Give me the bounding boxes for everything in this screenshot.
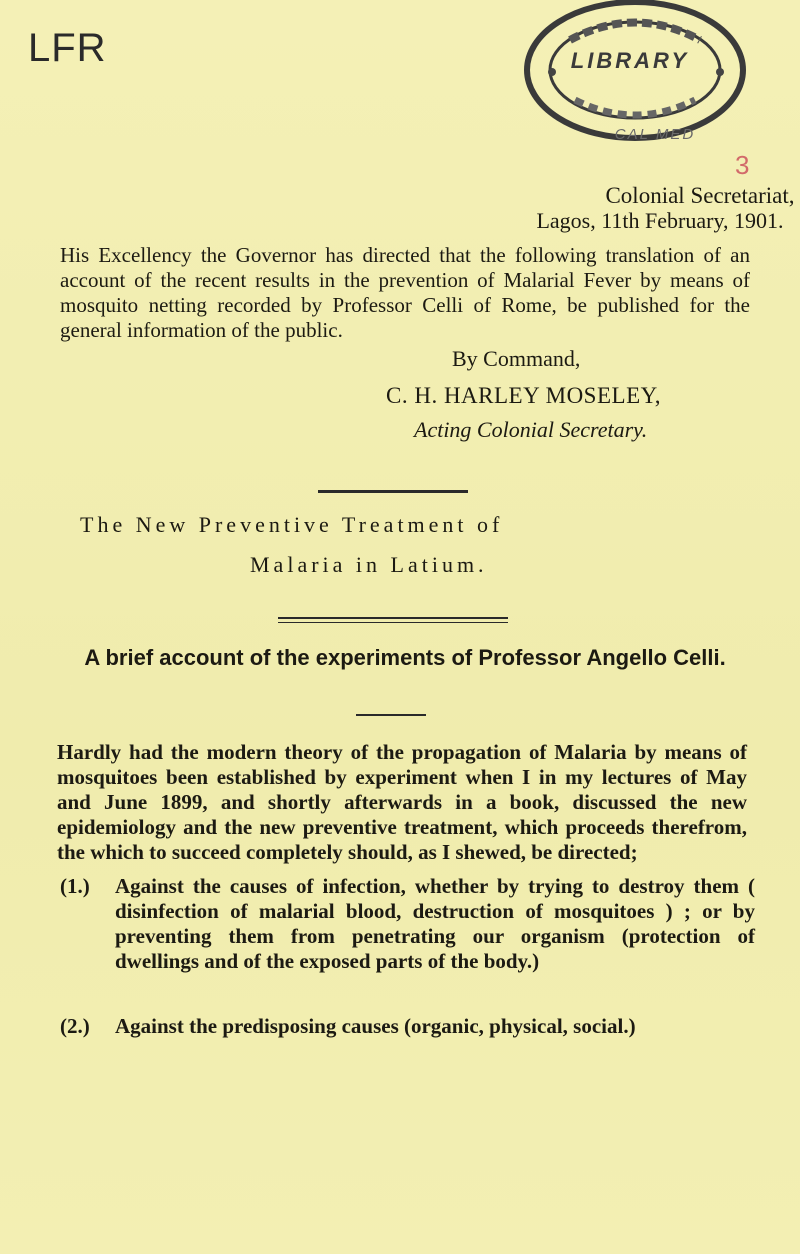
title-rule (278, 617, 508, 619)
office-heading: Colonial Secretariat, (605, 183, 795, 208)
by-command-line: By Command, (452, 346, 581, 371)
folio-number: 3 (735, 150, 750, 180)
title-rule-thin (278, 622, 508, 623)
governor-notice: His Excellency the Governor has directed that the following translation of an account of the recent results in the prevention of Malarial Fever by means of mosquito netting recorded by Professor Celli of Rome, be published for the general information of the public. (60, 243, 750, 342)
list-item-text: Against the causes of infection, whether by trying to destroy them ( disinfection of malarial blood, destruction of mosquitoes ) ; or by preventing them from penetrating our organism (protection of dwellings and of the exposed parts of the body.) (115, 874, 755, 973)
signer-name: C. H. HARLEY MOSELEY, (386, 383, 662, 408)
signer-title: Acting Colonial Secretary. (414, 417, 648, 442)
subtitle-rule (356, 714, 426, 716)
margin-note: LFR (28, 26, 107, 70)
stamp-top-text: LIBRARY (570, 48, 690, 73)
list-item-text: Against the predisposing causes (organic, physical, social.) (115, 1014, 636, 1038)
stamp-bottom-text: CAL MED (614, 126, 696, 143)
list-item-number: (1.) (60, 874, 90, 898)
list-item-number: (2.) (60, 1014, 90, 1038)
title-line-2: Malaria in Latium. (250, 552, 488, 577)
divider-rule (318, 490, 468, 493)
article-subtitle: A brief account of the experiments of Professor Angello Celli. (84, 645, 726, 670)
date-line: Lagos, 11th February, 1901. (536, 208, 784, 233)
article-intro: Hardly had the modern theory of the propagation of Malaria by means of mosquitoes been established by experiment when I in my lectures of May and June 1899, and shortly afterwards in a book, discussed the new epidemiology and the new preventive treatment, which proceeds therefrom, the which to succeed completely should, as I shewed, be directed; (57, 740, 747, 864)
title-line-1: The New Preventive Treatment of (80, 512, 504, 537)
